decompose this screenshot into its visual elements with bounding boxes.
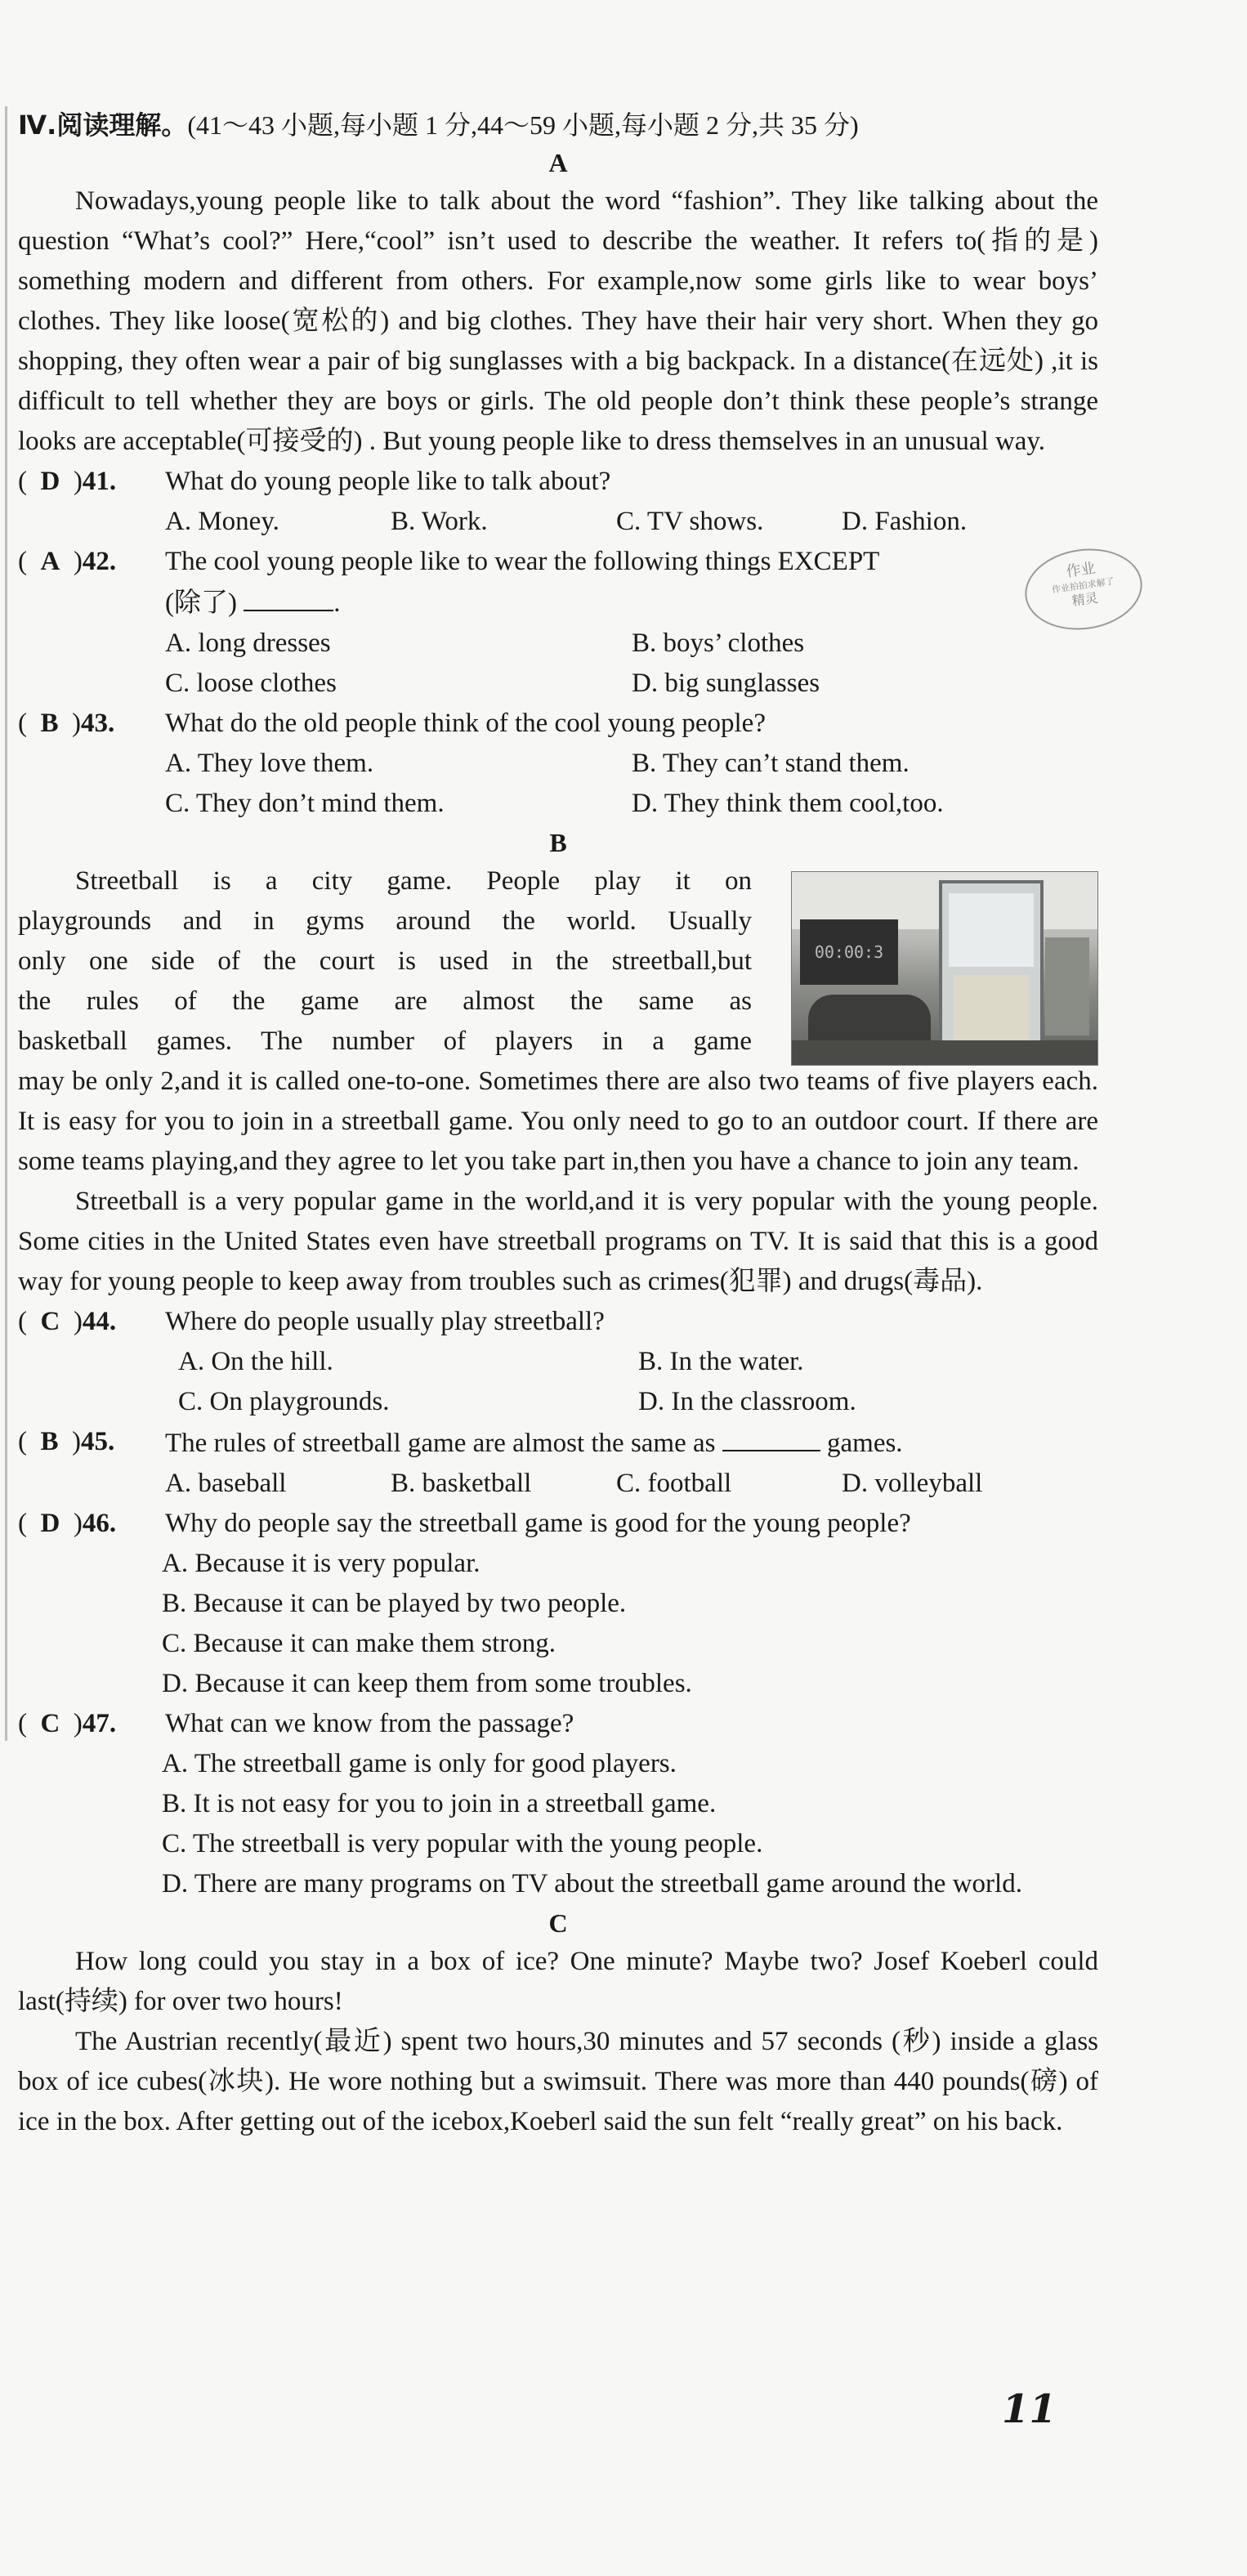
question-number-46: 46.: [82, 1509, 117, 1538]
option-46-a: A. Because it is very popular.: [162, 1549, 480, 1578]
option-45-d: D. volleyball: [842, 1469, 983, 1498]
question-stem-43: What do the old people think of the cool young people?: [165, 709, 766, 738]
question-42-continued: [18, 582, 1098, 624]
question-number-41: 41.: [82, 467, 117, 496]
section-numeral: Ⅳ.: [18, 110, 57, 141]
page-number: 11: [1002, 2386, 1057, 2432]
option-42-b: B. boys’ clothes: [632, 628, 805, 658]
question-45-before-blank: The rules of streetball game are almost the same as: [165, 1429, 716, 1458]
content-column: [18, 106, 1098, 2142]
option-47-a: A. The streetball game is only for good players.: [162, 1749, 677, 1778]
passage-a-label: A: [548, 148, 568, 177]
stamp-line2: 作业拍拍求解了: [1051, 575, 1115, 596]
options-42-row1: [18, 624, 1098, 664]
options-45: [18, 1464, 1098, 1504]
section-scoring: (41～43 小题,每小题 1 分,44～59 小题,每小题 2 分,共 35 分): [187, 110, 859, 140]
passage-c-paragraph2: The Austrian recently(最近) spent two hours,30 minutes and 57 seconds (秒) inside a glass box of ice cubes(冰块). He wore nothing but a swimsuit. There was more than 440 pounds(磅) of ice in the box. After getting out of the icebox,Koeberl said the sun felt “really great” on his back.: [18, 2027, 1098, 2136]
option-41-b: B. Work.: [391, 507, 488, 536]
options-43-row2: [18, 784, 1098, 824]
passage-b-paragraph2: Streetball is a very popular game in the world,and it is very popular with the young people. Some cities in the United States even have streetball programs on TV. It is said that this is a good way for young people to keep away from troubles such as crimes(犯罪) and drugs(毒品).: [18, 1187, 1098, 1296]
question-stem-45: [165, 1422, 1098, 1464]
answer-bracket: ( C )44.: [18, 1307, 117, 1336]
option-41-d: D. Fashion.: [842, 507, 968, 536]
option-43-c: C. They don’t mind them.: [165, 789, 445, 818]
photo-booth-glass: [949, 893, 1034, 967]
question-number-47: 47.: [82, 1709, 117, 1738]
option-45-b: B. basketball: [391, 1469, 532, 1498]
question-42: [18, 542, 1098, 582]
passage-b-line4: the rules of the game are almost the same as: [18, 986, 752, 1016]
question-41: [18, 462, 1098, 502]
passage-b-line5: basketball games. The number of players in a game: [18, 1026, 752, 1056]
answer-42: A: [40, 547, 60, 576]
option-41-a: A. Money.: [165, 507, 279, 536]
passage-c-paragraph1: How long could you stay in a box of ice? One minute? Maybe two? Josef Koeberl could last(持续) for over two hours!: [18, 1947, 1098, 2016]
stamp-line3: 精灵: [1070, 589, 1099, 610]
passage-a-paragraph: Nowadays,young people like to talk about the word “fashion”. They like talking about the question “What’s cool?” Here,“cool” isn’t used to describe the weather. It refers to(指的是) something modern and different from others. For example,now some girls like to wear boys’ clothes. They like loose(宽松的) and big clothes. They have their hair very short. When they go shopping, they often wear a pair of big sunglasses with a big backpack. In a distance(在远处) ,it is difficult to tell whether they are boys or girls. The old people don’t think these people’s strange looks are acceptable(可接受的) . But young people like to dress themselves in an unusual way.: [18, 186, 1098, 456]
answer-bracket: ( C )47.: [18, 1709, 117, 1738]
question-45: [18, 1422, 1098, 1464]
question-43: [18, 704, 1098, 744]
option-44-a: A. On the hill.: [178, 1347, 333, 1376]
question-number-43: 43.: [81, 709, 115, 738]
answer-bracket: ( A )42.: [18, 547, 117, 576]
options-46: [18, 1544, 1098, 1704]
option-43-d: D. They think them cool,too.: [632, 789, 944, 818]
passage-b-label: B: [549, 828, 567, 857]
section-header: [18, 106, 1098, 144]
answer-bracket: ( D )41.: [18, 467, 117, 496]
option-46-b: B. Because it can be played by two people.: [162, 1589, 627, 1618]
question-42-gloss: (除了): [165, 588, 237, 618]
question-45-after-blank: games.: [827, 1429, 903, 1458]
section-title: 阅读理解。: [56, 110, 188, 141]
question-42-period: .: [333, 588, 341, 618]
option-47-d: D. There are many programs on TV about the streetball game around the world.: [162, 1869, 1022, 1898]
question-46: [18, 1504, 1098, 1544]
option-43-a: A. They love them.: [165, 749, 374, 778]
passage-b-line3: only one side of the court is used in the streetball,but: [18, 946, 752, 976]
answer-bracket: ( D )46.: [18, 1509, 117, 1538]
answer-bracket: ( B )43.: [18, 709, 115, 738]
option-47-c: C. The streetball is very popular with the young people.: [162, 1829, 763, 1858]
photo-side-panel: [1045, 937, 1089, 1035]
options-47: [18, 1744, 1098, 1904]
options-44-row1: [18, 1342, 1098, 1382]
option-42-a: A. long dresses: [165, 628, 331, 658]
options-41: [18, 502, 1098, 542]
question-stem-47: What can we know from the passage?: [165, 1709, 574, 1738]
options-44-row2: [18, 1382, 1098, 1422]
options-42-row2: [18, 664, 1098, 704]
option-44-d: D. In the classroom.: [638, 1387, 856, 1416]
answer-44: C: [40, 1307, 60, 1336]
answer-blank: [244, 582, 333, 611]
answer-45: B: [40, 1427, 59, 1456]
question-stem-44: Where do people usually play streetball?: [165, 1307, 605, 1336]
question-stem-42: The cool young people like to wear the following things EXCEPT: [165, 547, 880, 576]
option-47-b: B. It is not easy for you to join in a streetball game.: [162, 1789, 717, 1818]
answer-41: D: [40, 467, 60, 496]
option-45-c: C. football: [616, 1469, 732, 1498]
margin-rule: [5, 106, 7, 1741]
passage-c-label: C: [548, 1908, 568, 1938]
passage-b-paragraph1-rest: may be only 2,and it is called one-to-one. Sometimes there are also two teams of five players each. It is easy for you to join in a streetball game. You only need to go to an outdoor court. If there are some teams playing,and they agree to let you take part in,then you have a chance to join any team.: [18, 1067, 1098, 1176]
answer-46: D: [40, 1509, 60, 1538]
photo-booth-poster: [954, 975, 1029, 1047]
option-43-b: B. They can’t stand them.: [632, 749, 910, 778]
streetball-photo: [791, 871, 1098, 1066]
option-46-c: C. Because it can make them strong.: [162, 1629, 556, 1658]
photo-ice-booth: [939, 880, 1044, 1062]
passage-b-narrow-lines: [18, 861, 752, 1062]
question-stem-46: Why do people say the streetball game is good for the young people?: [165, 1509, 911, 1538]
question-number-44: 44.: [82, 1307, 117, 1336]
answer-47: C: [40, 1709, 60, 1738]
question-number-45: 45.: [81, 1427, 115, 1456]
option-46-d: D. Because it can keep them from some troubles.: [162, 1669, 692, 1698]
question-stem-41: What do young people like to talk about?: [165, 467, 611, 496]
option-44-b: B. In the water.: [638, 1347, 804, 1376]
option-42-d: D. big sunglasses: [632, 669, 820, 698]
answer-blank: [722, 1422, 820, 1451]
option-41-c: C. TV shows.: [616, 507, 764, 536]
answer-43: B: [40, 709, 59, 738]
passage-b-line1: Streetball is a city game. People play it on: [75, 866, 752, 896]
passage-b-intro: [18, 861, 1098, 1062]
question-44: [18, 1302, 1098, 1342]
photo-scoreboard: 00:00:3: [800, 919, 898, 985]
options-43-row1: [18, 744, 1098, 784]
question-47: [18, 1704, 1098, 1744]
photo-ground: [792, 1040, 1097, 1065]
option-44-c: C. On playgrounds.: [178, 1387, 390, 1416]
question-number-42: 42.: [82, 547, 117, 576]
passage-b-line2: playgrounds and in gyms around the world. Usually: [18, 906, 752, 936]
stamp-line1: 作业: [1065, 559, 1097, 581]
option-45-a: A. baseball: [165, 1469, 287, 1498]
answer-bracket: ( B )45.: [18, 1427, 115, 1456]
option-42-c: C. loose clothes: [165, 669, 337, 698]
